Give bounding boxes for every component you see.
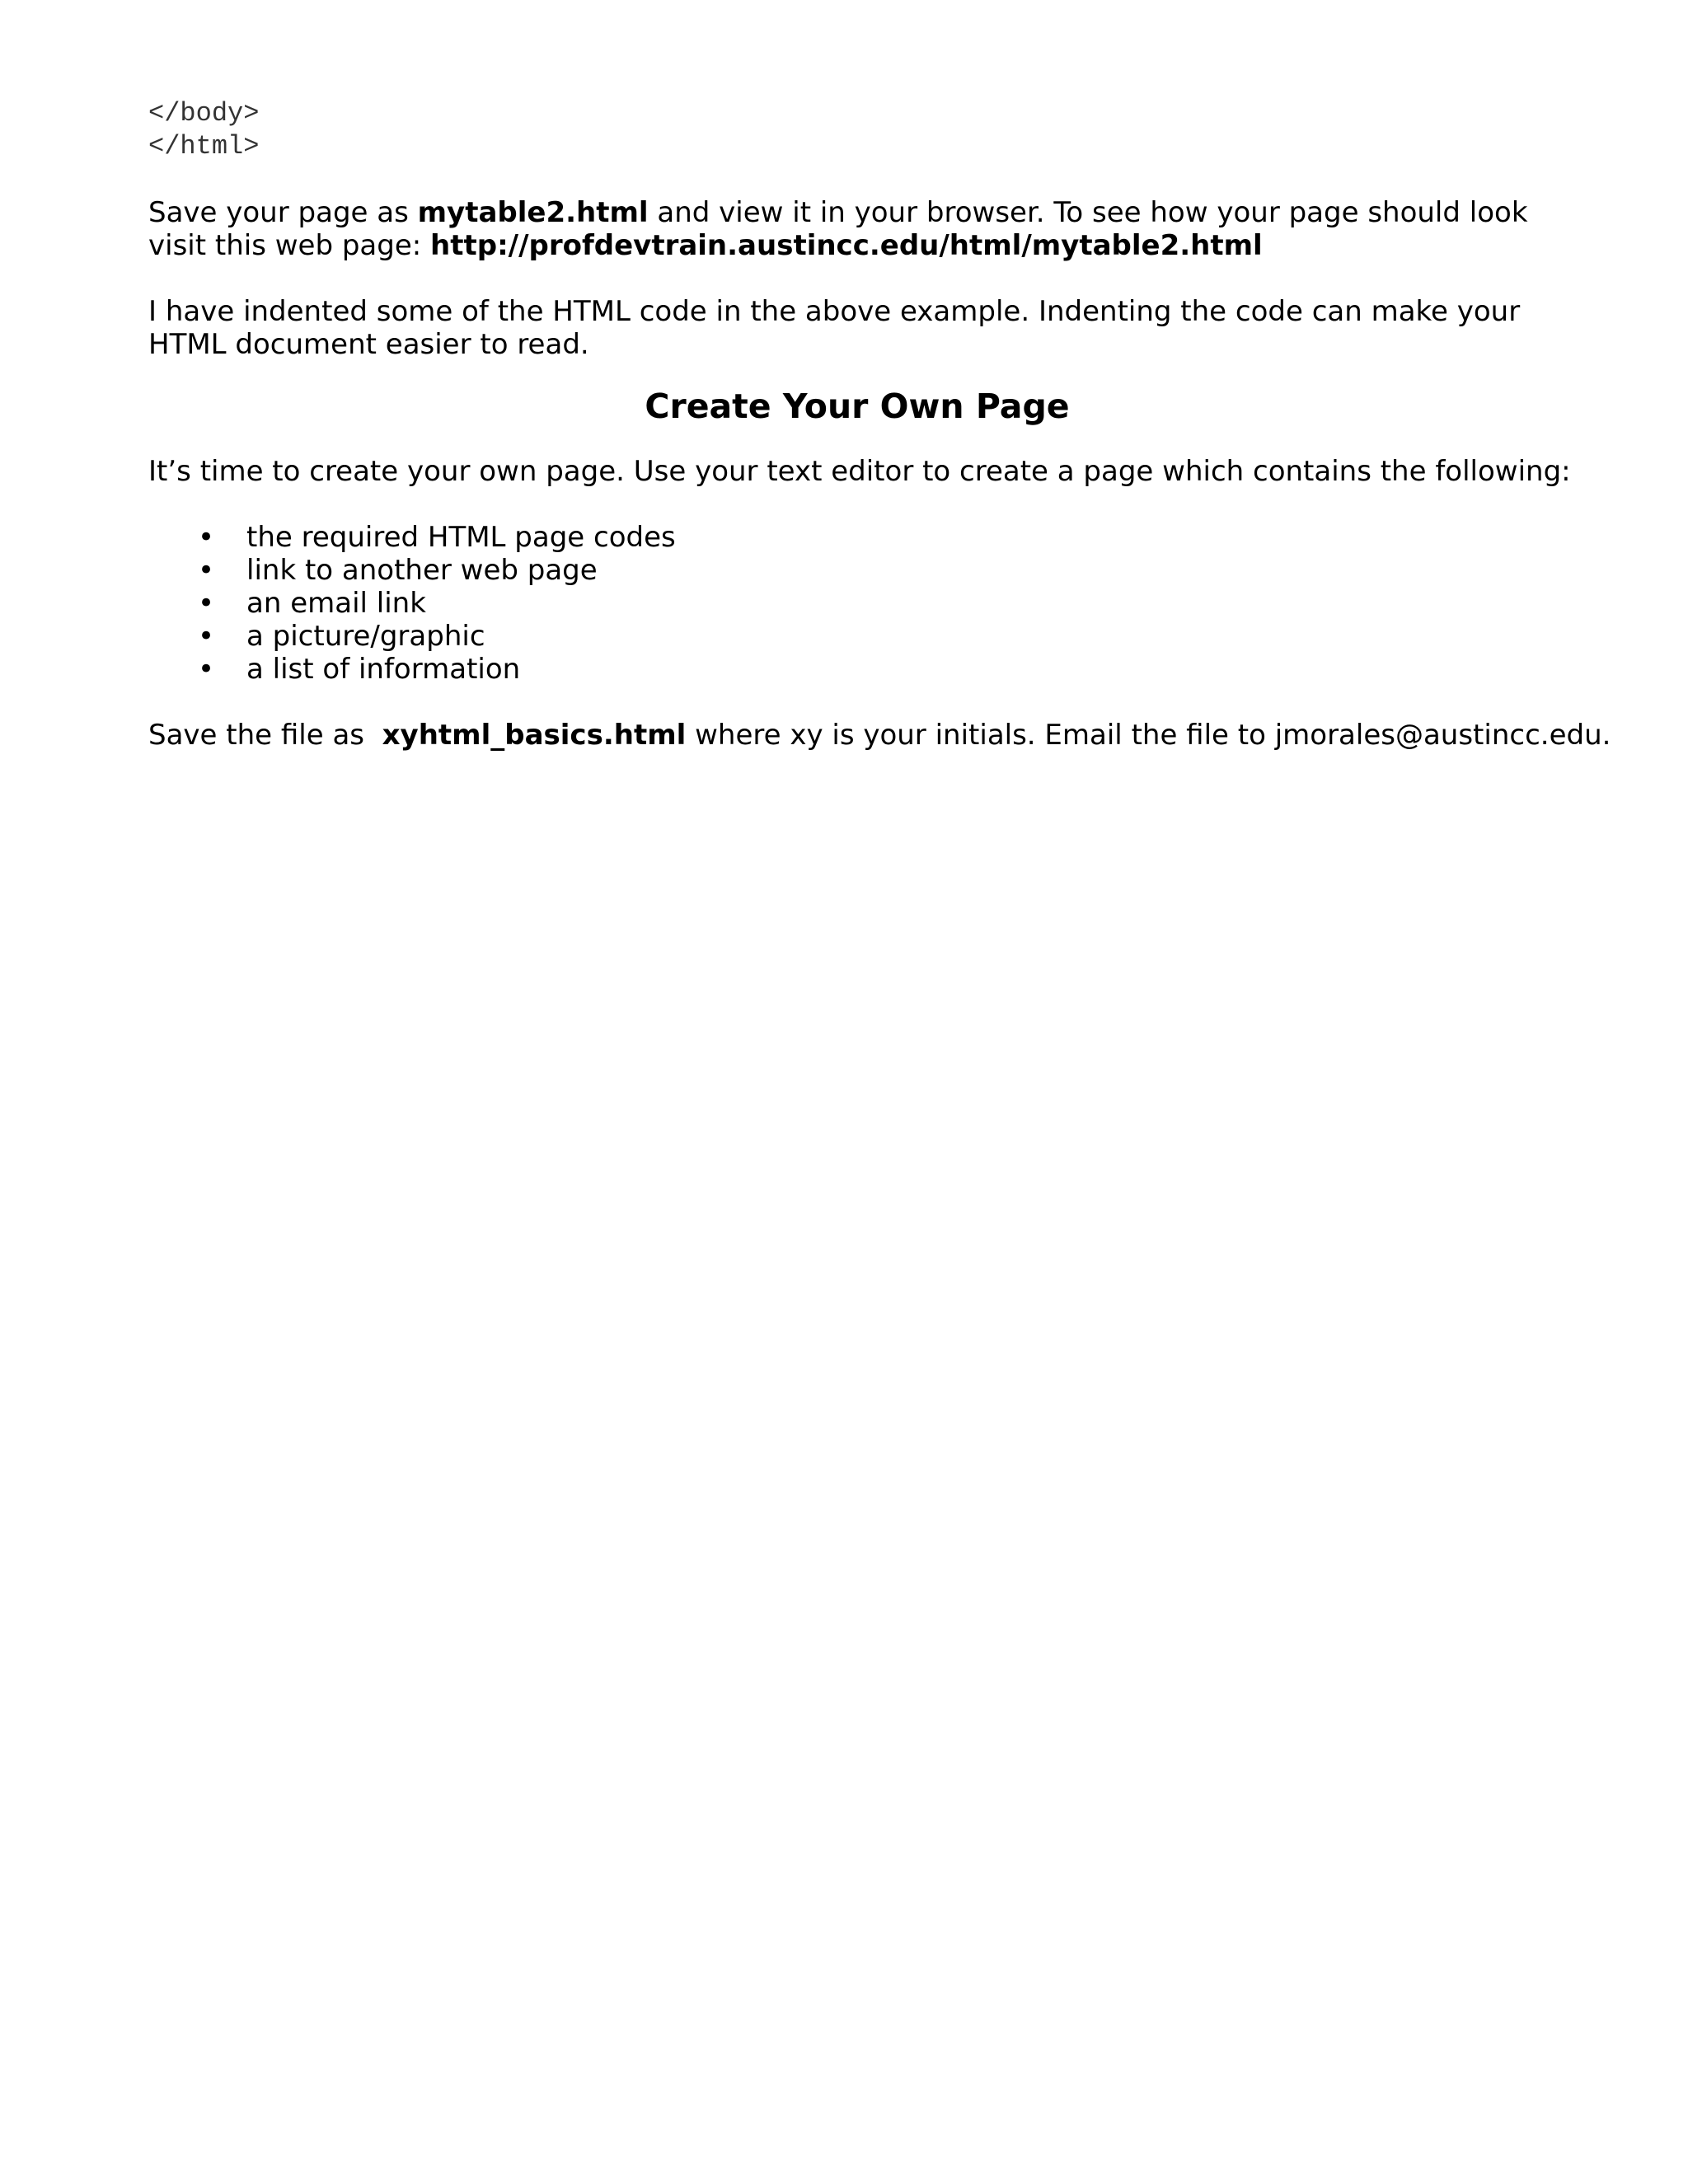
submission-text-1: Save the file as <box>148 719 382 752</box>
bullet-icon: • <box>198 620 215 653</box>
bullet-icon: • <box>198 587 215 620</box>
list-item <box>148 587 1599 620</box>
list-item <box>148 653 1599 686</box>
submission-paragraph <box>148 719 1632 752</box>
intro-paragraph: It’s time to create your own page. Use your text editor to create a page which contains the following: <box>148 455 1571 488</box>
section-heading: Create Your Own Page <box>645 387 1070 426</box>
example-url: http://profdevtrain.austincc.edu/html/mytable2.html <box>430 229 1263 262</box>
indent-note-paragraph: I have indented some of the HTML code in the above example. Indenting the code can make your HTML document easier to read. <box>148 295 1521 361</box>
code-line-body-close: </body> <box>148 98 260 129</box>
list-item <box>148 620 1599 653</box>
bullet-icon: • <box>198 521 215 554</box>
save-instructions-paragraph <box>148 196 1582 262</box>
bullet-icon: • <box>198 554 215 587</box>
list-item <box>148 521 1599 554</box>
filename-mytable2: mytable2.html <box>417 196 649 229</box>
save-instructions-text-1: Save your page as <box>148 196 418 229</box>
save-instructions-text-2: and view it in your browser. To see how your page should look visit this web page: <box>148 196 1528 262</box>
list-item-text: a list of information <box>246 653 521 686</box>
list-item-text: a picture/graphic <box>246 620 485 653</box>
code-line-html-close: </html> <box>148 131 260 162</box>
list-item <box>148 554 1599 587</box>
document-page <box>148 97 1611 752</box>
list-item-text: the required HTML page codes <box>246 521 676 554</box>
code-snippet <box>148 97 1599 163</box>
list-item-text: link to another web page <box>246 554 598 587</box>
list-item-text: an email link <box>246 587 426 620</box>
submission-text-2: where xy is your initials. Email the file to jmorales@austincc.edu. <box>686 719 1611 752</box>
requirements-list <box>148 521 1599 686</box>
filename-xyhtml-basics: xyhtml_basics.html <box>382 719 687 752</box>
bullet-icon: • <box>198 653 215 686</box>
